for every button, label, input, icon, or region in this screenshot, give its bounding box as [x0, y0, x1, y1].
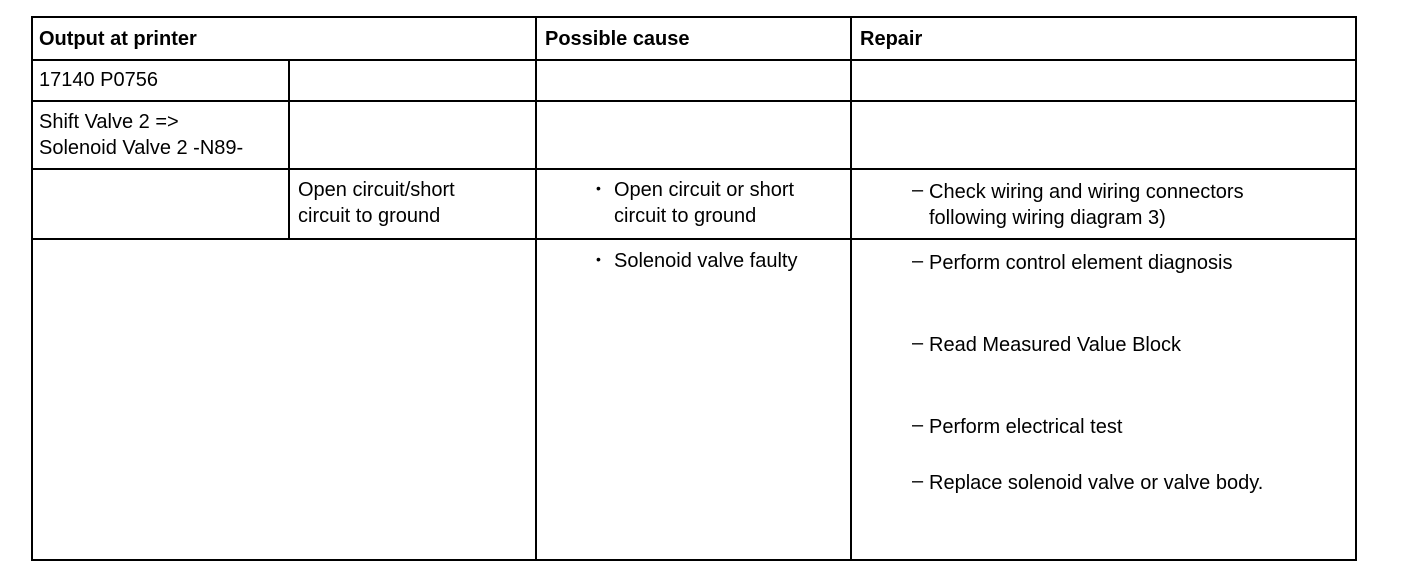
repair-3: Read Measured Value Block — [929, 334, 1181, 356]
fault-description-line-1: Open circuit/short — [298, 179, 455, 201]
column-divider — [535, 16, 537, 561]
row-divider — [31, 59, 1357, 61]
dash-icon: – — [912, 332, 924, 354]
fault-code: 17140 P0756 — [39, 69, 159, 91]
repair-4: Perform electrical test — [929, 416, 1123, 438]
dash-icon: – — [912, 470, 924, 492]
row-divider — [31, 238, 1357, 240]
repair-1-line-1: Check wiring and wiring connectors — [929, 181, 1244, 203]
table-border-left — [31, 16, 33, 561]
fault-description-line-2: circuit to ground — [298, 205, 441, 227]
header-output-at-printer: Output at printer — [39, 28, 197, 50]
component-line-1: Shift Valve 2 => — [39, 111, 179, 133]
row-divider — [31, 100, 1357, 102]
dash-icon: – — [912, 414, 924, 436]
repair-5: Replace solenoid valve or valve body. — [929, 472, 1264, 494]
header-repair: Repair — [860, 28, 923, 50]
bullet-icon: • — [596, 180, 601, 196]
table-border-top — [31, 16, 1357, 18]
column-divider — [288, 59, 290, 240]
cause-1-line-1: Open circuit or short — [614, 179, 795, 201]
dash-icon: – — [912, 250, 924, 272]
row-divider — [31, 168, 1357, 170]
cause-1-line-2: circuit to ground — [614, 205, 757, 227]
table-border-bottom — [31, 559, 1357, 561]
column-divider — [850, 16, 852, 561]
repair-2: Perform control element diagnosis — [929, 252, 1233, 274]
component-line-2: Solenoid Valve 2 -N89- — [39, 137, 244, 159]
repair-1-line-2: following wiring diagram 3) — [929, 207, 1166, 229]
table-border-right — [1355, 16, 1357, 561]
cause-2-line-1: Solenoid valve faulty — [614, 250, 798, 272]
header-possible-cause: Possible cause — [545, 28, 690, 50]
bullet-icon: • — [596, 251, 601, 267]
dash-icon: – — [912, 179, 924, 201]
